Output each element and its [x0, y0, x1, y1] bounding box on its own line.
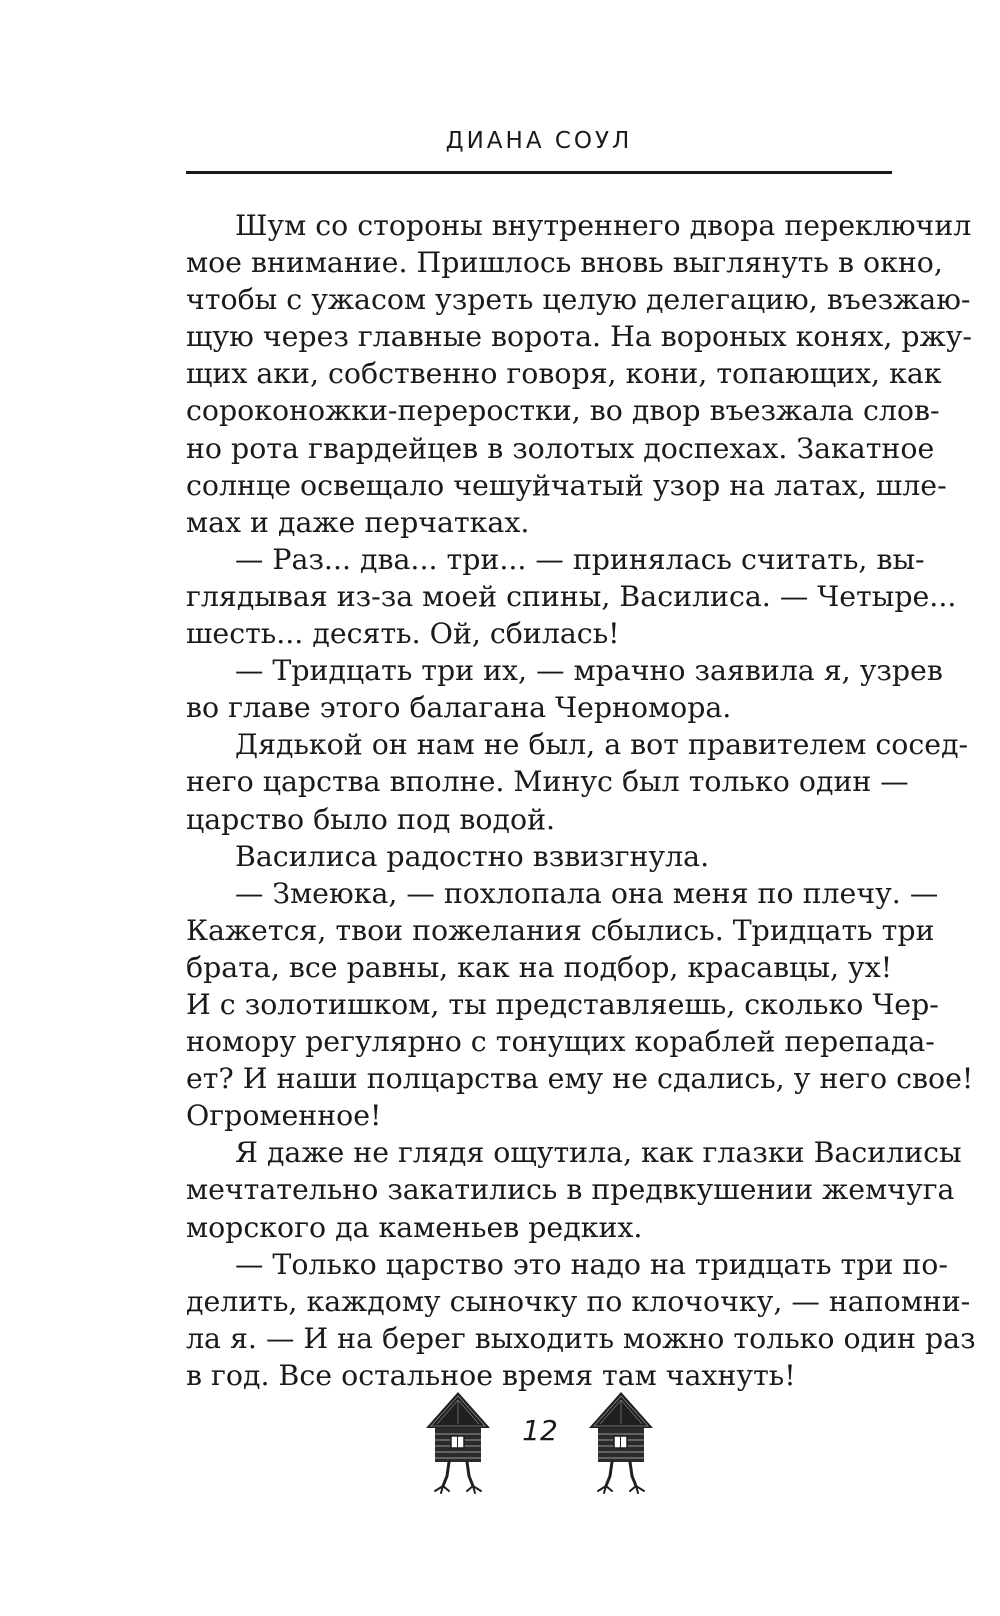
text-line: брата, все равны, как на подбор, красавцы, ух!	[186, 950, 893, 984]
text-line: Василиса радостно взвизгнула.	[235, 839, 710, 873]
text-line: ла я. — И на берег выходить можно только один раз	[186, 1321, 976, 1355]
text-line: — Раз... два... три... — принялась считать, вы-	[235, 542, 925, 576]
page-footer	[186, 1390, 892, 1500]
body-text	[186, 207, 976, 1394]
text-line: — Тридцать три их, — мрачно заявила я, узрев	[235, 654, 943, 688]
text-line: него царства вполне. Минус был только один —	[186, 765, 909, 799]
text-line: номору регулярно с тонущих кораблей перепада-	[186, 1025, 935, 1059]
text-line: глядывая из-за моей спины, Василиса. — Четыре...	[186, 579, 957, 613]
text-line: в год. Все остальное время там чахнуть!	[186, 1358, 796, 1392]
text-line: морского да каменьев редких.	[186, 1210, 643, 1244]
text-line: щих аки, собственно говоря, кони, топающих, как	[186, 357, 942, 391]
text-line: — Только царство это надо на тридцать три по-	[235, 1247, 948, 1281]
text-line: делить, каждому сыночку по клочочку, — напомни-	[186, 1284, 971, 1318]
text-line: шесть... десять. Ой, сбилась!	[186, 617, 620, 651]
text-line: но рота гвардейцев в золотых доспехах. Закатное	[186, 431, 935, 465]
header-rule	[186, 171, 892, 174]
text-line: Дядькой он нам не был, а вот правителем сосед-	[235, 728, 969, 762]
text-line: чтобы с ужасом узреть целую делегацию, въезжаю-	[186, 283, 971, 317]
page-number: 12	[522, 1414, 558, 1447]
text-line: Кажется, твои пожелания сбылись. Тридцать три	[186, 913, 935, 947]
text-line: ет? И наши полцарства ему не сдались, у него свое!	[186, 1062, 974, 1096]
text-line: щую через главные ворота. На вороных конях, ржу-	[186, 320, 973, 354]
hut-on-chicken-legs-icon	[423, 1390, 493, 1495]
running-head-author: ДИАНА СОУЛ	[445, 128, 633, 154]
text-line: царство было под водой.	[186, 802, 556, 836]
text-line: солнце освещало чешуйчатый узор на латах, шле-	[186, 468, 947, 502]
text-line: И с золотишком, ты представляешь, сколько Чер-	[186, 987, 939, 1021]
text-line: Шум со стороны внутреннего двора переключил	[235, 209, 972, 242]
text-line: мечтательно закатились в предвкушении жемчуга	[186, 1173, 955, 1207]
text-line: мах и даже перчатках.	[186, 505, 530, 539]
text-line: Огроменное!	[186, 1099, 382, 1133]
hut-on-chicken-legs-icon	[586, 1390, 656, 1495]
text-line: Я даже не глядя ощутила, как глазки Василисы	[235, 1136, 962, 1170]
text-line: мое внимание. Пришлось вновь выглянуть в окно,	[186, 246, 943, 280]
text-line: — Змеюка, — похлопала она меня по плечу. —	[235, 876, 939, 910]
text-line: во главе этого балагана Черномора.	[186, 691, 732, 725]
text-line: сороконожки-переростки, во двор въезжала слов-	[186, 394, 940, 428]
